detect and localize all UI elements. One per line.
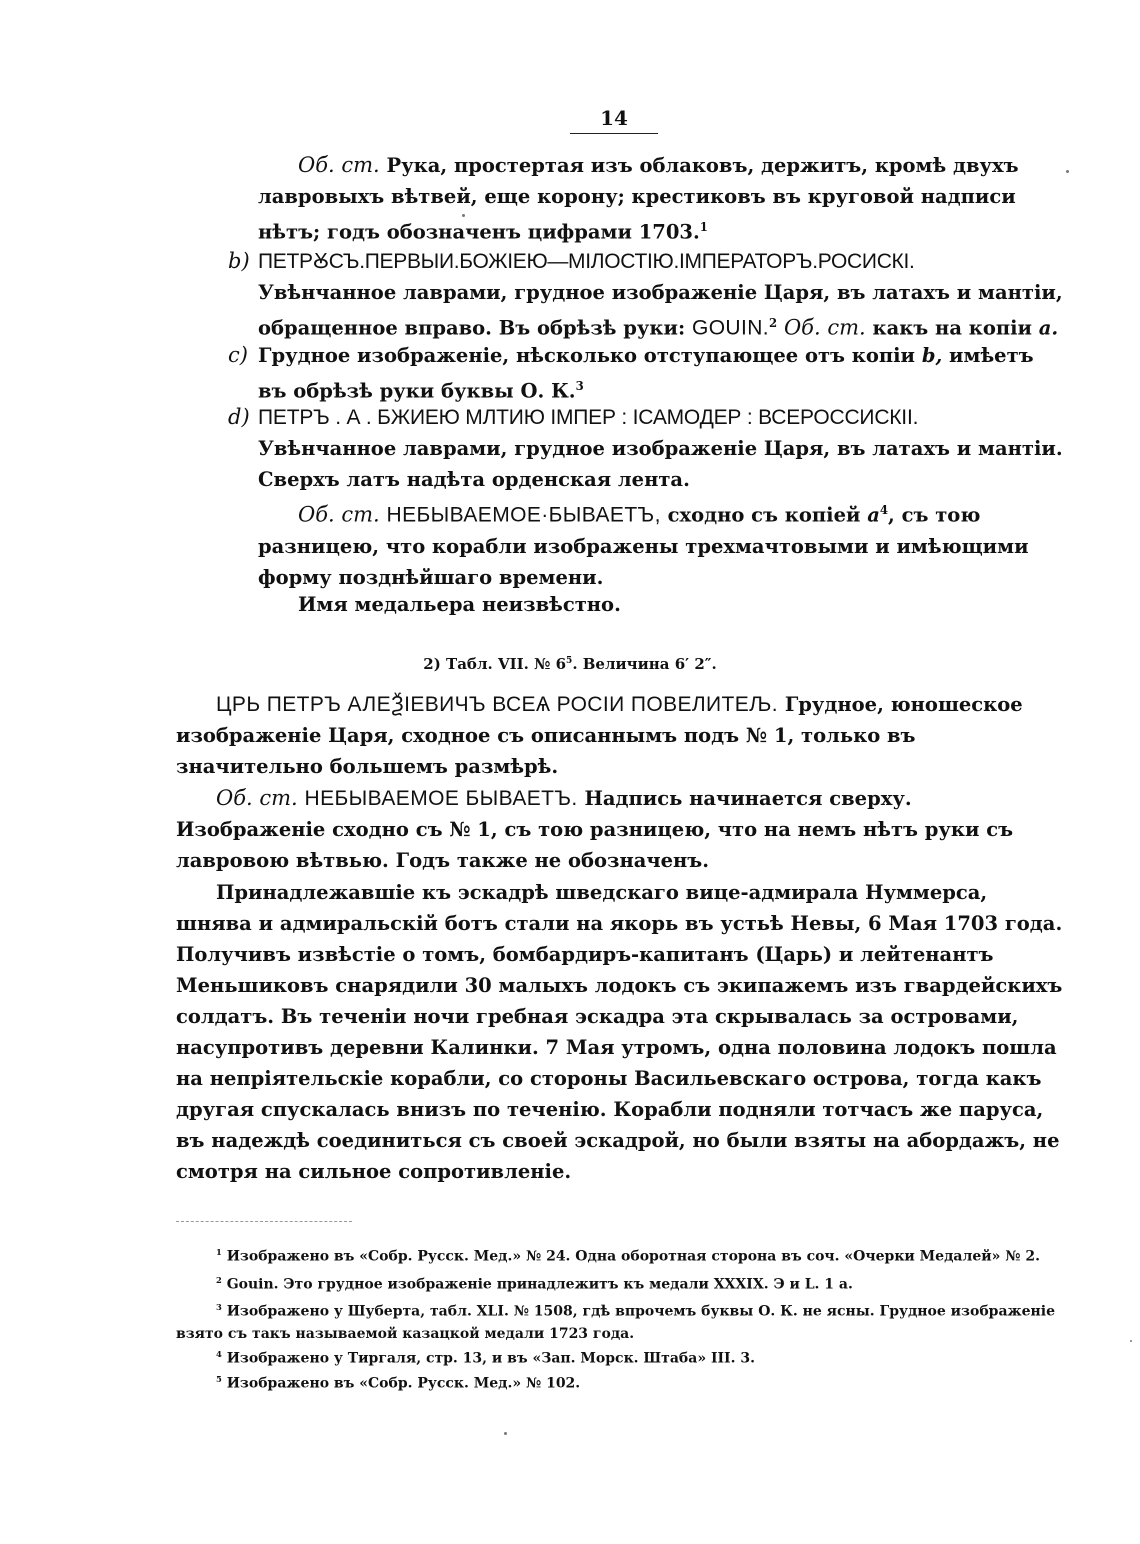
obverse-inscription: ЦРЬ ПЕТРЪ АЛЕѮІЕВИЧЪ ВСЕѦ РОСІИ ПОВЕЛИТЕЉ. <box>216 693 779 716</box>
d-paragraph <box>258 433 1064 495</box>
footnote-3-num: 3 <box>216 1302 222 1312</box>
c-label: c) <box>228 343 248 367</box>
section-2-heading-note: 5 <box>566 656 573 666</box>
page-number: 14 <box>600 106 628 130</box>
d-ob-st-inscription: НЕБЫВАЕМОЕ·БЫВАЕТЪ, <box>386 503 661 527</box>
scan-speck <box>1130 1340 1132 1342</box>
history-text: Принадлежавшіе къ эскадрѣ шведскаго вице-адмирала Нуммерса, шнява и адмиральскій ботъ стали на якорь въ устьѣ Невы, 6 Мая 1703 года. Получивъ извѣстіе о томъ, бомбардиръ-капитанъ (Царь) и лейтенантъ Меньшиковъ снарядили 30 малыхъ лодокъ съ экипажемъ изъ гвардейскихъ солдатъ. Въ теченіи ночи гребная эскадра эта скрывалась за островами, насупротивъ деревни Калинки. 7 Мая утромъ, одна половина лодокъ пошла на непріятельскіе корабли, со стороны Васильевскаго острова, тогда какъ другая спускалась внизъ по теченію. Корабли подняли тотчасъ же паруса, въ надеждѣ соединиться съ своей эскадрой, но были взяты на абордажъ, не смотря на сильное сопротивленіе. <box>176 881 1063 1183</box>
b-ob-st-label: Об. ст. <box>783 315 866 340</box>
footnote-1-num: 1 <box>216 1247 222 1257</box>
ob-st-1-paragraph <box>258 150 1064 248</box>
reverse-text: Надпись начинается сверху. Изображеніе сходно съ № 1, съ тою разницею, что на немъ нѣтъ руки съ лавровою вѣтвью. Годъ также не обозначенъ. <box>176 787 1014 872</box>
reverse-paragraph <box>176 783 1064 876</box>
b-text: Увѣнчанное лаврами, грудное изображеніе Царя, въ латахъ и мантіи, обращенное вправо. Въ обрѣзѣ руки: <box>258 281 1063 340</box>
b-note: 2 <box>769 316 778 330</box>
footnote-3-text: Изображено у Шуберта, табл. XLI. № 1508, гдѣ впрочемъ буквы О. К. не ясны. Грудное изображеніе взято съ такъ называемой казацкой медали 1723 года. <box>176 1303 1056 1342</box>
footnote-2 <box>176 1269 1076 1296</box>
c-note: 3 <box>575 379 584 393</box>
ob-st-1-label: Об. ст. <box>298 153 380 177</box>
d-ob-st-text2: , съ тою разницею, что корабли изображены трехмачтовыми и имѣющими форму позднѣйшаго времени. <box>258 503 1029 589</box>
scan-speck <box>504 1432 507 1435</box>
ob-st-1-note: 1 <box>699 220 708 234</box>
b-ref: a. <box>1038 316 1059 340</box>
d-inscription: ПЕТРЪ . А . БЖИЕЮ МЛТИЮ ІМПЕР : ІСАМОДЕР : ВСЕРОССИСКІІ. <box>258 406 919 429</box>
reverse-label: Об. ст. <box>216 786 298 810</box>
footnote-4 <box>176 1343 1076 1370</box>
d-ob-st-paragraph <box>258 495 1064 593</box>
b-signature: GOUIN. <box>691 316 770 340</box>
reverse-inscription: НЕБЫВАЕМОЕ БЫВАЕТЪ. <box>304 787 578 810</box>
footnote-1-text: Изображено въ «Собр. Русск. Мед.» № 24. Одна оборотная сторона въ соч. «Очерки Медалей» № 2. <box>226 1248 1040 1265</box>
d-ob-st-text1: сходно съ копіей <box>667 503 861 527</box>
scan-speck <box>1066 170 1069 173</box>
ob-st-1-text: Рука, простертая изъ облаковъ, держитъ, кромѣ двухъ лавровыхъ вѣтвей, еще корону; крестиковъ въ круговой надписи нѣтъ; годъ обозначенъ цифрами 1703. <box>258 154 1019 244</box>
d-ob-st-note: 4 <box>879 503 889 517</box>
c-ref: b, <box>921 344 943 367</box>
footnote-5-text: Изображено въ «Собр. Русск. Мед.» № 102. <box>226 1375 581 1392</box>
footnote-divider <box>176 1221 352 1222</box>
c-paragraph <box>258 340 1064 407</box>
footnote-4-text: Изображено у Тиргаля, стр. 13, и въ «Зап. Морск. Штаба» III. 3. <box>226 1350 755 1367</box>
footnote-3 <box>176 1296 1076 1345</box>
page-number-rule <box>570 133 658 134</box>
history-paragraph <box>176 877 1064 1187</box>
footnote-2-text: Gouin. Это грудное изображеніе принадлежитъ къ медали XXXIX. Э и L. 1 a. <box>226 1276 853 1293</box>
footnote-5-num: 5 <box>216 1374 222 1384</box>
c-text: Грудное изображеніе, нѣсколько отступающее отъ копіи <box>258 344 916 367</box>
footnote-4-num: 4 <box>216 1349 222 1359</box>
section-2-heading <box>0 655 1140 673</box>
section-2-heading-text: 2) Табл. VII. № 6 <box>423 655 567 673</box>
b-ob-st-text: какъ на копіи <box>872 316 1032 340</box>
d-ob-st-label: Об. ст. <box>298 502 380 527</box>
d-ob-st-ref: a <box>867 503 880 527</box>
c-text2: имѣетъ въ обрѣзѣ руки буквы О. К. <box>258 344 1034 403</box>
footnote-5 <box>176 1368 1076 1395</box>
footnote-1 <box>176 1241 1076 1268</box>
obverse-text: Грудное, юношеское изображеніе Царя, сходное съ описаннымъ подъ № 1, только въ значительно большемъ размѣрѣ. <box>176 693 1023 778</box>
scan-speck <box>462 214 465 217</box>
footnote-2-num: 2 <box>216 1275 222 1285</box>
obverse-paragraph <box>176 689 1064 782</box>
medalist-line: Имя медальера неизвѣстно. <box>298 593 621 616</box>
section-2-heading-size: . Величина 6′ 2″. <box>572 655 717 673</box>
b-paragraph <box>258 277 1064 344</box>
d-label: d) <box>228 405 250 429</box>
b-inscription: ПЕТРꙊСЪ.ПЕРВЫИ.БОЖІЕЮ—МІЛОСТІЮ.ІМПЕРАТОРЪ.РОСИСКІ. <box>258 250 915 273</box>
b-label: b) <box>228 249 250 273</box>
d-text: Увѣнчанное лаврами, грудное изображеніе Царя, въ латахъ и мантіи. Сверхъ латъ надѣта орденская лента. <box>258 437 1063 491</box>
